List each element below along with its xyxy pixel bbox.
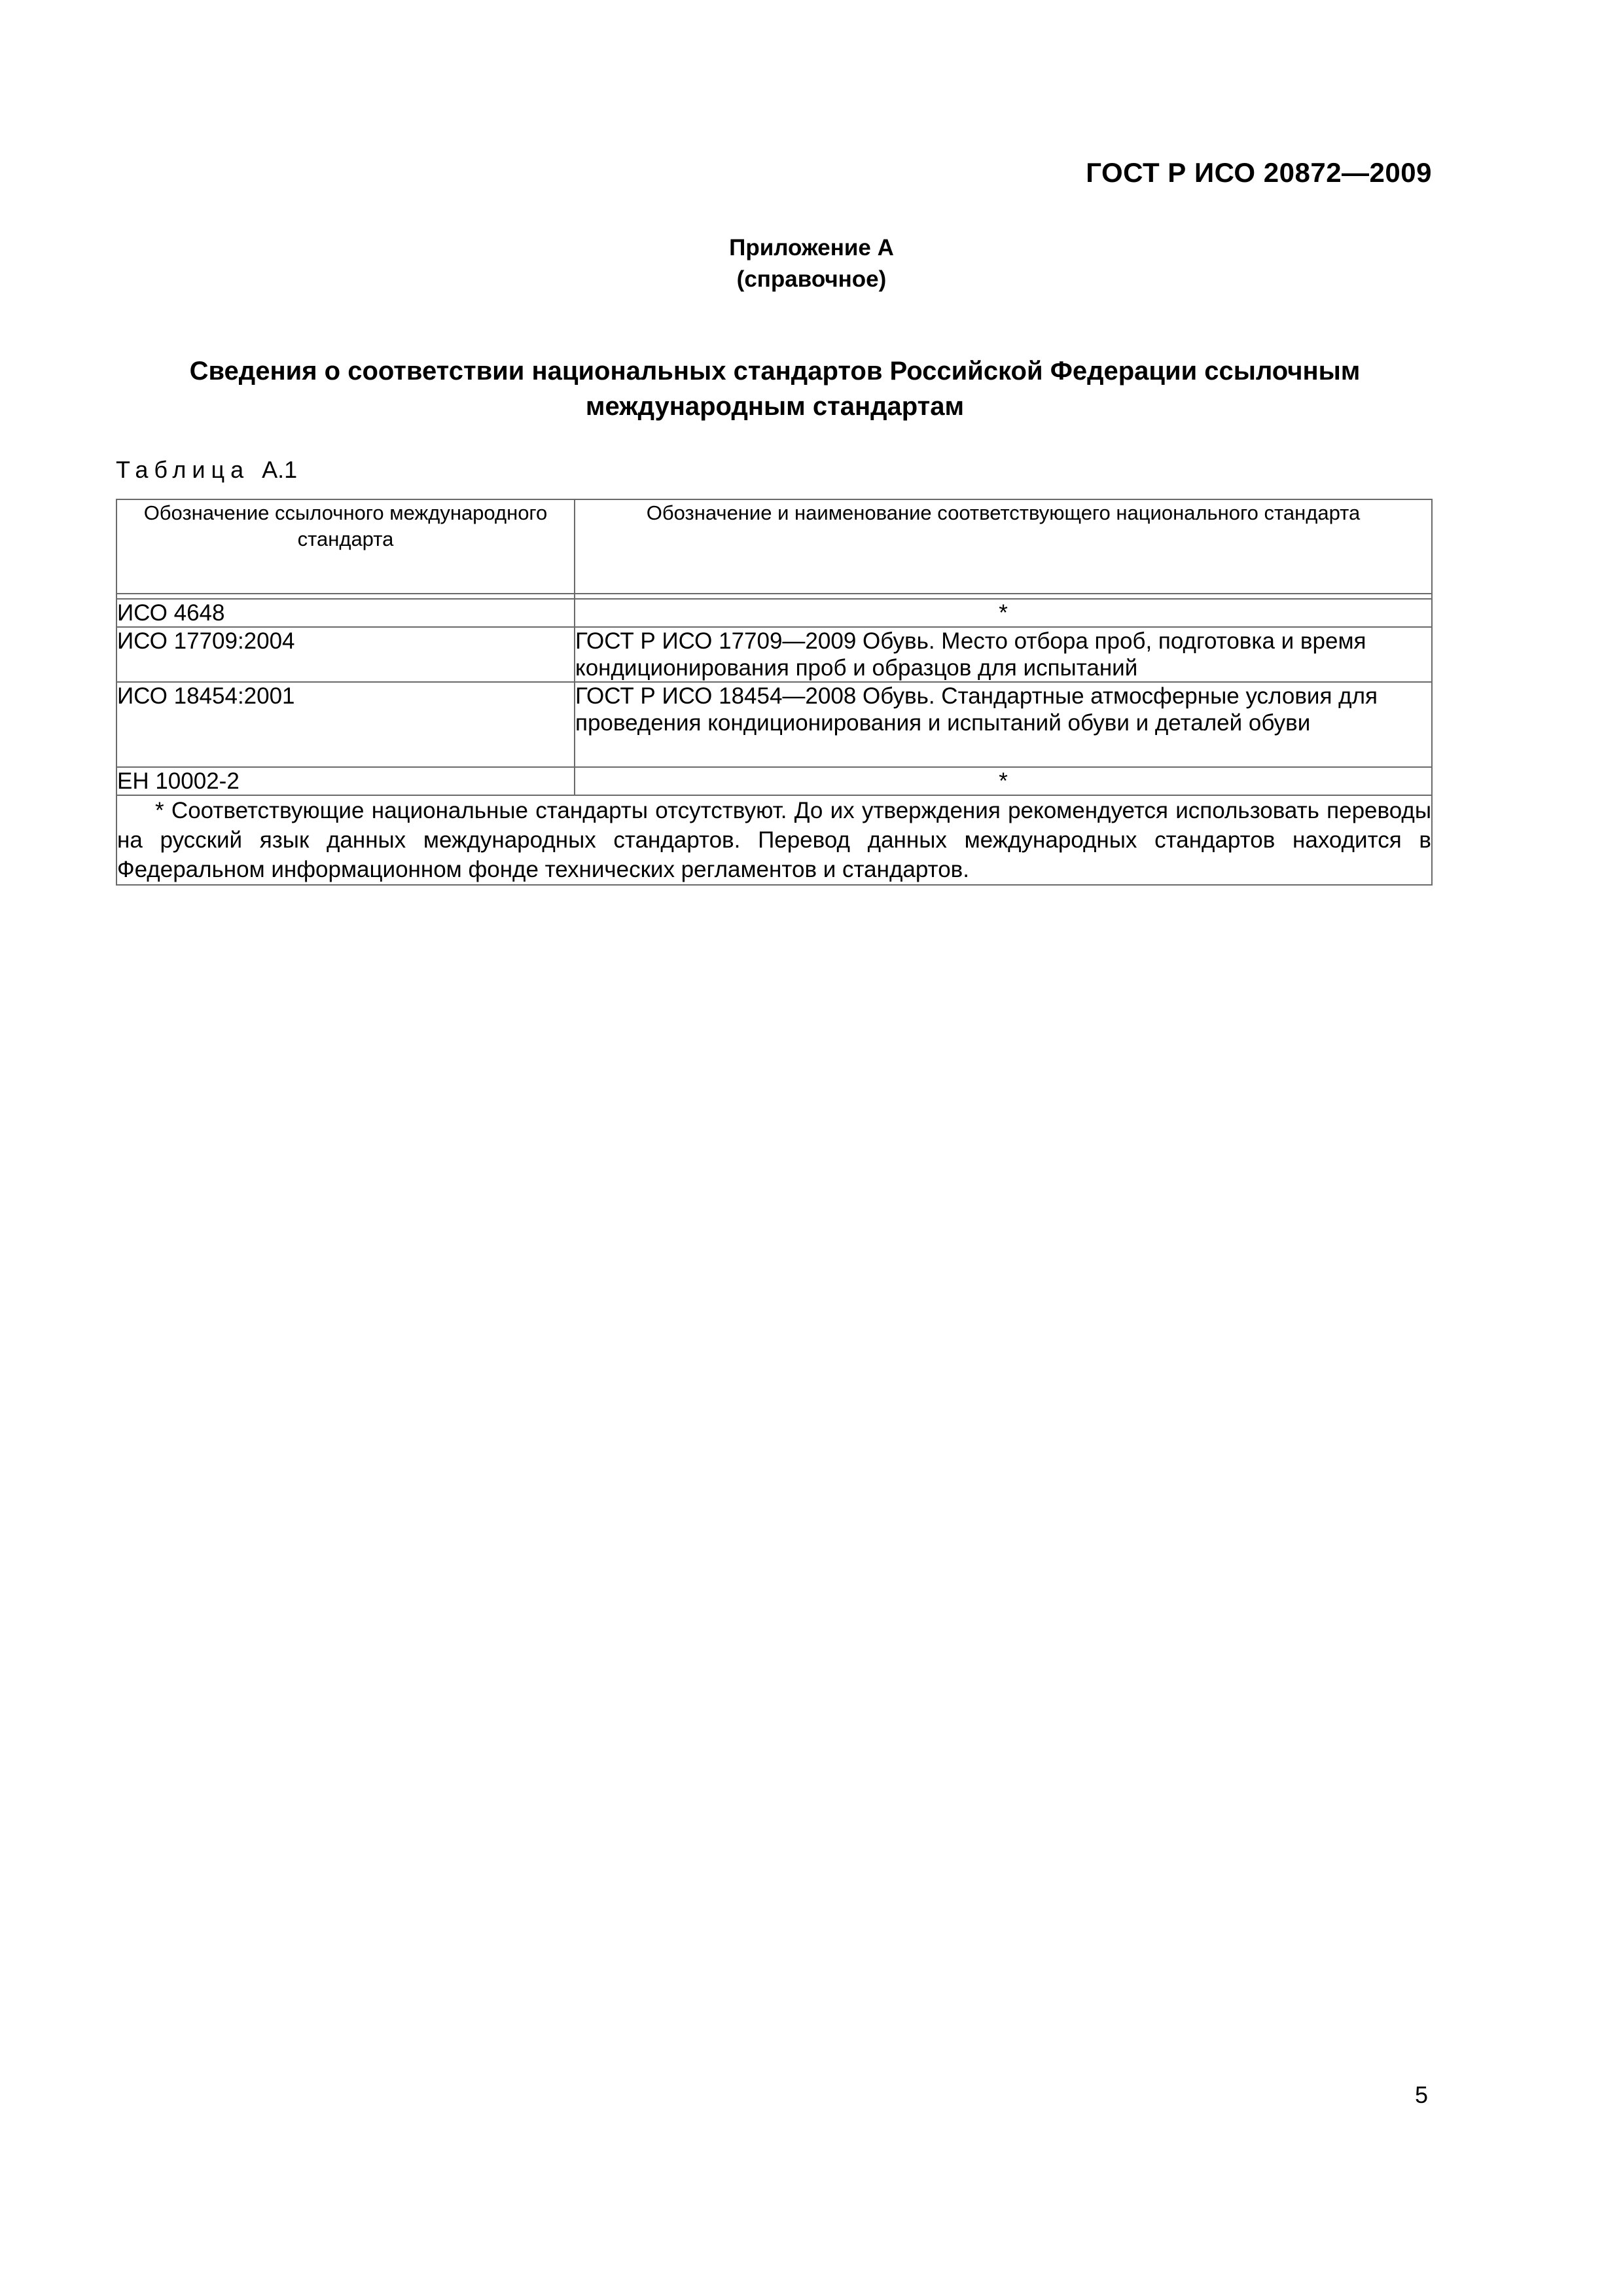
national-standard-cell: ГОСТ Р ИСО 17709—2009 Обувь. Место отбора проб, подготовка и время кондиционирования проб и образцов для испытаний <box>575 627 1432 682</box>
table-row <box>116 767 1432 795</box>
table-footnote-row <box>116 795 1432 885</box>
table-footnote <box>116 795 1432 885</box>
section-heading <box>118 353 1432 424</box>
appendix-title <box>0 232 1623 295</box>
table-header-row <box>116 499 1432 594</box>
national-standard-cell: * <box>575 767 1432 795</box>
table-caption <box>116 456 297 484</box>
header-separator <box>116 594 1432 599</box>
international-standard-cell: ИСО 17709:2004 <box>116 627 575 682</box>
section-heading-line-1: Сведения о соответствии национальных стандартов Российской Федерации ссылочным <box>189 357 1361 386</box>
table-caption-word: Таблица <box>116 456 250 483</box>
international-standard-cell: ЕН 10002-2 <box>116 767 575 795</box>
section-heading-line-2: международным стандартам <box>585 392 965 421</box>
table-caption-number: А.1 <box>262 456 298 483</box>
table-row <box>116 599 1432 627</box>
table-footnote-text: * Соответствующие национальные стандарты отсутствуют. До их утверждения рекомендуется использовать переводы на русский язык данных международных стандартов. Перевод данных международных стандартов находится в Федеральном информационном фонде технических регламентов и стандартов. <box>117 798 1431 882</box>
document-code: ГОСТ Р ИСО 20872—2009 <box>1086 157 1432 188</box>
appendix-status: (справочное) <box>736 266 887 292</box>
national-standard-cell: * <box>575 599 1432 627</box>
page-number: 5 <box>1414 2081 1428 2108</box>
table-row <box>116 627 1432 682</box>
international-standard-cell: ИСО 4648 <box>116 599 575 627</box>
appendix-label: Приложение А <box>729 235 894 260</box>
international-standard-cell: ИСО 18454:2001 <box>116 682 575 767</box>
national-standard-cell: ГОСТ Р ИСО 18454—2008 Обувь. Стандартные атмосферные условия для проведения кондиционирования и испытаний обуви и деталей обуви <box>575 682 1432 767</box>
column-header-international: Обозначение ссылочного международного стандарта <box>116 499 575 594</box>
standards-table <box>116 499 1433 886</box>
column-header-national: Обозначение и наименование соответствующего национального стандарта <box>575 499 1432 594</box>
table-row <box>116 682 1432 767</box>
